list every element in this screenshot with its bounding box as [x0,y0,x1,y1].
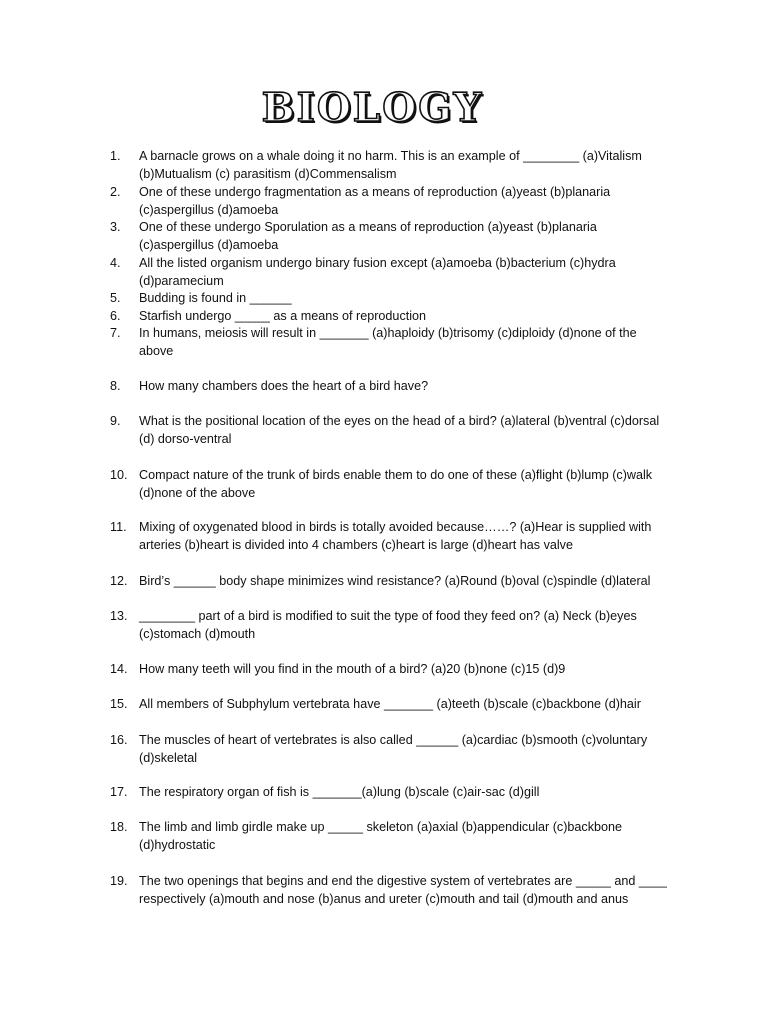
question-text: Bird’s ______ body shape minimizes wind resistance? (a)Round (b)oval (c)spindle (d)lateral [139,574,651,588]
question-text: ________ part of a bird is modified to suit the type of food they feed on? (a) Neck (b)eyes (c)stomach (d)mouth [139,609,637,641]
question-number: 3. [110,220,121,234]
question-text: All the listed organism undergo binary fusion except (a)amoeba (b)bacterium (c)hydra (d)paramecium [139,256,616,288]
question-text: Budding is found in ______ [139,291,292,305]
question-text: One of these undergo Sporulation as a means of reproduction (a)yeast (b)planaria (c)aspergillus (d)amoeba [139,220,597,252]
question-number: 2. [110,185,121,199]
question-number: 10. [110,468,128,482]
question-text: Mixing of oxygenated blood in birds is totally avoided because……? (a)Hear is supplied with arteries (b)heart is divided into 4 chambers (c)heart is large (d)heart has valve [139,520,652,552]
question-number: 9. [110,414,121,428]
question-number: 12. [110,574,128,588]
question-number: 8. [110,379,121,393]
question-number: 5. [110,291,121,305]
question-text: One of these undergo fragmentation as a means of reproduction (a)yeast (b)planaria (c)aspergillus (d)amoeba [139,185,611,217]
question-number: 18. [110,820,128,834]
question-text: The muscles of heart of vertebrates is also called ______ (a)cardiac (b)smooth (c)voluntary (d)skeletal [139,733,648,765]
question-text: How many teeth will you find in the mouth of a bird? (a)20 (b)none (c)15 (d)9 [139,662,566,676]
question-number: 13. [110,609,128,623]
question-text: In humans, meiosis will result in _______ (a)haploidy (b)trisomy (c)diploidy (d)none of the above [139,326,637,358]
page-title: BIOLOGY [261,85,484,131]
question-number: 4. [110,256,121,270]
question-text: The limb and limb girdle make up _____ skeleton (a)axial (b)appendicular (c)backbone (d)hydrostatic [139,820,623,852]
question-number: 11. [110,520,127,534]
question-text: How many chambers does the heart of a bird have? [139,379,429,393]
question-number: 6. [110,309,121,323]
question-number: 16. [110,733,128,747]
question-text: Compact nature of the trunk of birds enable them to do one of these (a)flight (b)lump (c)walk (d)none of the above [139,468,653,500]
question-number: 17. [110,785,128,799]
question-text: Starfish undergo _____ as a means of reproduction [139,309,427,323]
question-text: The respiratory organ of fish is _______(a)lung (b)scale (c)air-sac (d)gill [139,785,540,799]
question-number: 7. [110,326,121,340]
question-number: 1. [110,149,121,163]
question-text: The two openings that begins and end the digestive system of vertebrates are _____ and ____ respectively (a)mouth and nose (b)anus and ureter (c)mouth and tail (d)mouth and anus [139,874,667,906]
question-number: 19. [110,874,128,888]
question-number: 15. [110,697,128,711]
question-text: A barnacle grows on a whale doing it no harm. This is an example of ________ (a)Vitalism (b)Mutualism (c) parasitism (d)Commensalism [139,149,642,181]
question-number: 14. [110,662,128,676]
question-text: All members of Subphylum vertebrata have _______ (a)teeth (b)scale (c)backbone (d)hair [139,697,641,711]
question-text: What is the positional location of the eyes on the head of a bird? (a)lateral (b)ventral (c)dorsal (d) dorso-ventral [139,414,660,446]
